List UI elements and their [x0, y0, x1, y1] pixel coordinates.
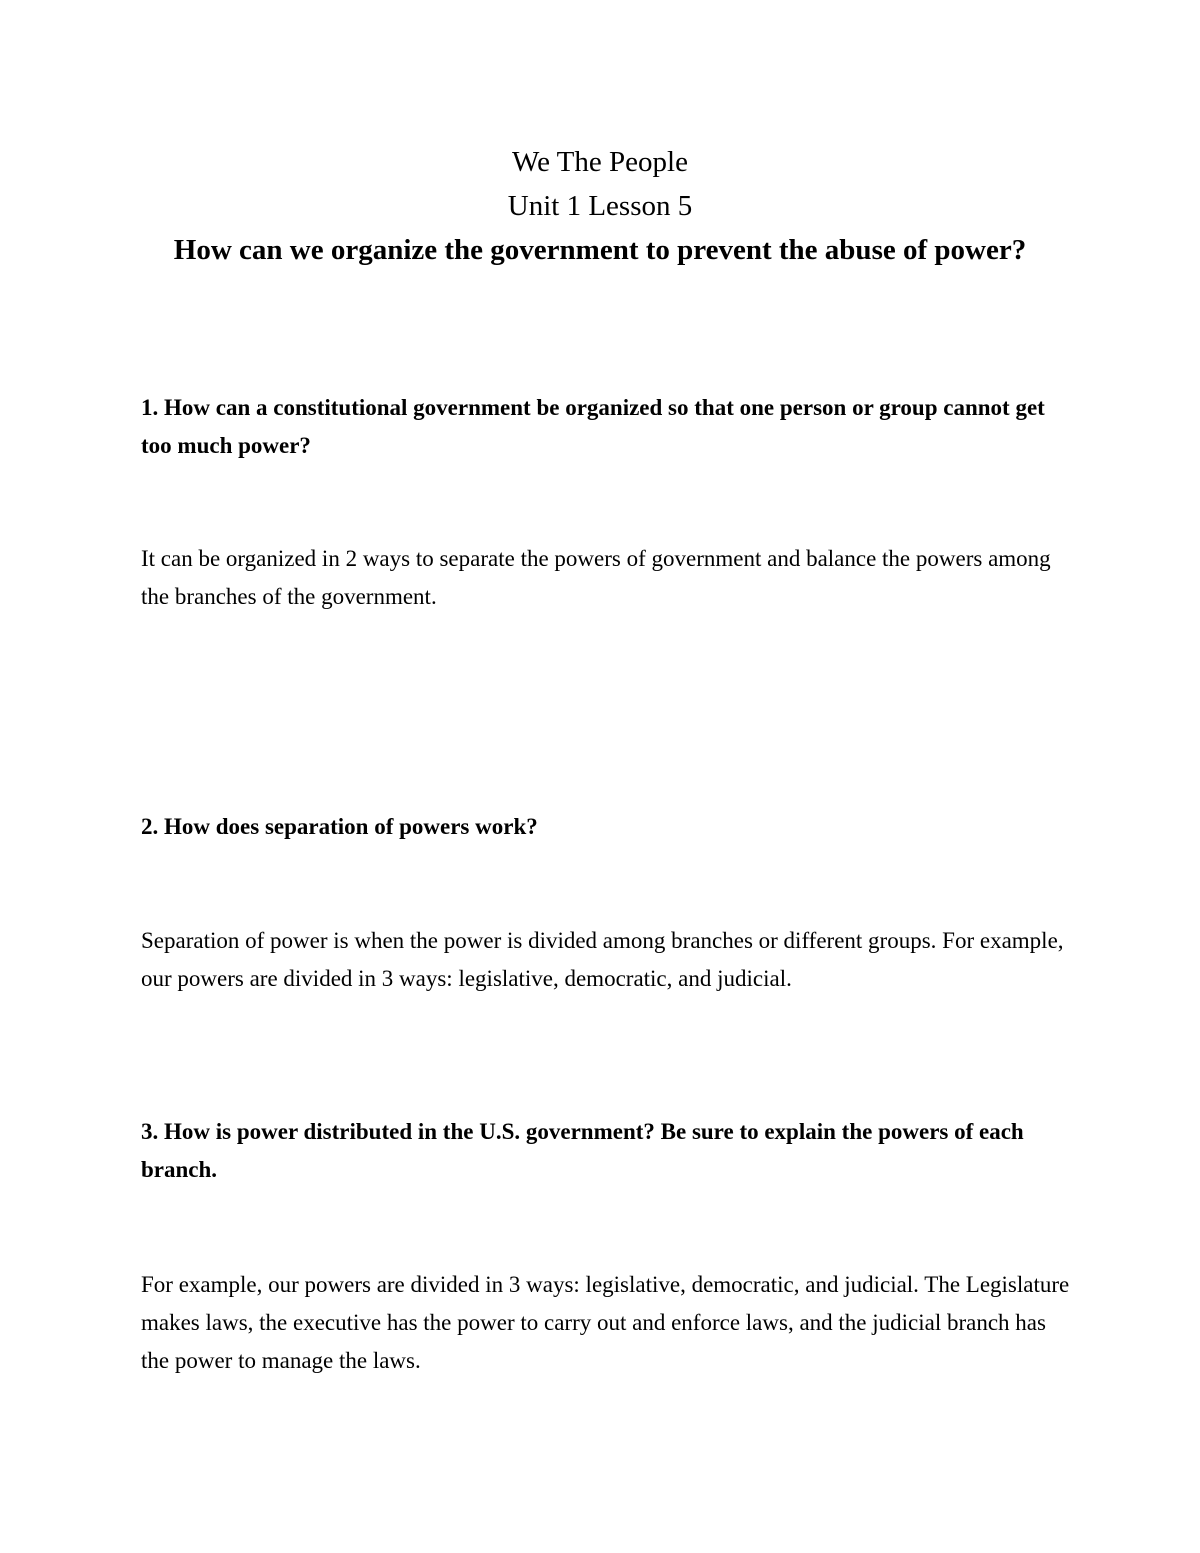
answer-3: For example, our powers are divided in 3 ways: legislative, democratic, and judicial. The Legislature makes laws, the executive has the power to carry out and enforce laws, and the judicial branch has the power to manage the laws. — [141, 1272, 1070, 1373]
answer-1: It can be organized in 2 ways to separate the powers of government and balance the powers among the branches of the government. — [141, 546, 1051, 609]
lesson-label: Unit 1 Lesson 5 — [507, 190, 693, 222]
question-2: 2. How does separation of powers work? — [141, 814, 538, 839]
question-3: 3. How is power distributed in the U.S. government? Be sure to explain the powers of each branch. — [141, 1119, 1024, 1182]
question-1: 1. How can a constitutional government be organized so that one person or group cannot get too much power? — [141, 395, 1045, 458]
document-title: We The People — [512, 146, 688, 178]
answer-2: Separation of power is when the power is divided among branches or different groups. For example, our powers are divided in 3 ways: legislative, democratic, and judicial. — [141, 928, 1064, 991]
title-block — [140, 140, 1060, 272]
lesson-question: How can we organize the government to prevent the abuse of power? — [173, 234, 1027, 266]
